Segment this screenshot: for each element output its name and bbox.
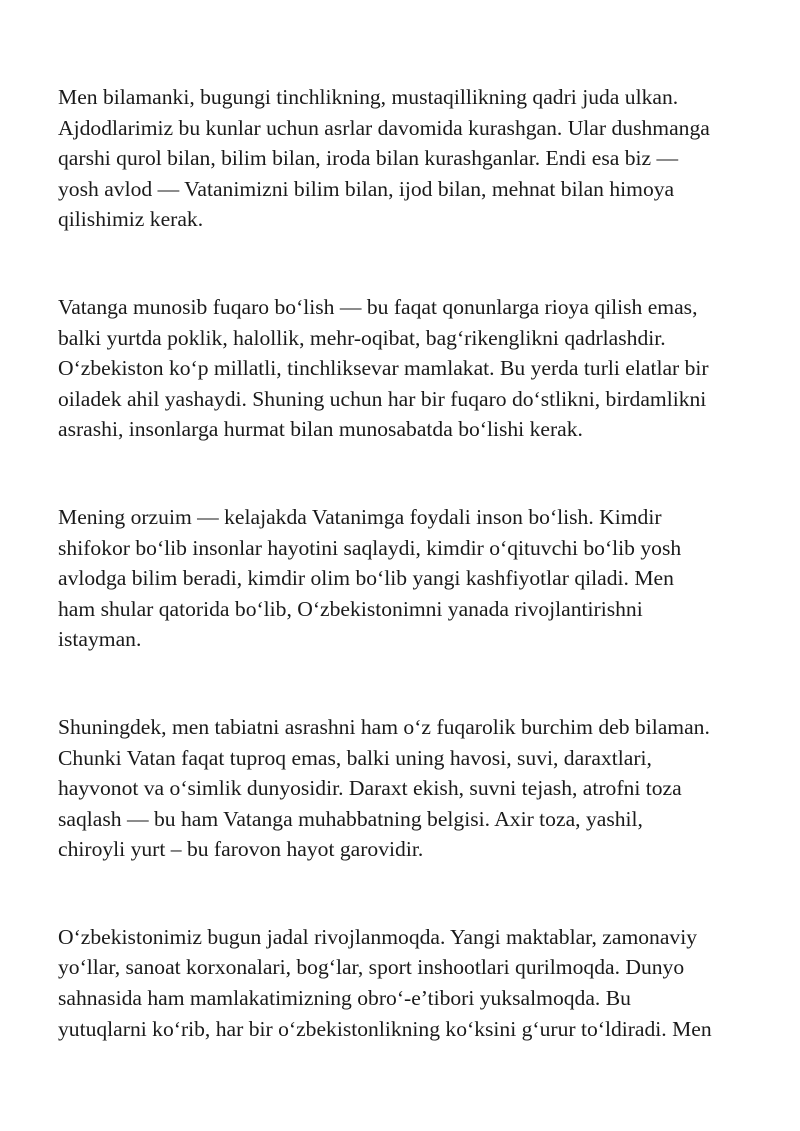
text-line: avlodga bilim beradi, kimdir olim bo‘lib yangi kashfiyotlar qiladi. Men [58,566,674,591]
text-line: qarshi qurol bilan, bilim bilan, iroda bilan kurashganlar. Endi esa biz — [58,146,679,171]
text-line: yo‘llar, sanoat korxonalari, bog‘lar, sport inshootlari qurilmoqda. Dunyo [58,955,685,980]
text-line: yosh avlod — Vatanimizni bilim bilan, ijod bilan, mehnat bilan himoya [58,176,675,201]
text-line: Men bilamanki, bugungi tinchlikning, mustaqillikning qadri juda ulkan. [58,85,679,109]
text-line: saqlash — bu ham Vatanga muhabbatning belgisi. Axir toza, yashil, [58,806,643,831]
paragraph-2 [58,292,800,445]
paragraph-4 [58,712,800,865]
paragraph-gap [58,655,800,712]
paragraph-gap [58,445,800,502]
text-line: hayvonot va o‘simlik dunyosidir. Daraxt ekish, suvni tejash, atrofni toza [58,776,682,801]
text-line: O‘zbekistonimiz bugun jadal rivojlanmoqda. Yangi maktablar, zamonaviy [58,924,698,949]
paragraph-1 [58,82,800,235]
paragraph-gap [58,235,800,292]
text-line: balki yurtda poklik, halollik, mehr-oqibat, bag‘rikenglikni qadrlashdir. [58,325,666,350]
text-line: shifokor bo‘lib insonlar hayotini saqlaydi, kimdir o‘qituvchi bo‘lib yosh [58,535,682,560]
text-line: sahnasida ham mamlakatimizning obro‘-e’tibori yuksalmoqda. Bu [58,986,631,1011]
text-line: Chunki Vatan faqat tuproq emas, balki uning havosi, suvi, daraxtlari, [58,745,652,770]
text-line: Shuningdek, men tabiatni asrashni ham o‘z fuqarolik burchim deb bilaman. [58,714,710,739]
text-line: O‘zbekiston ko‘p millatli, tinchliksevar mamlakat. Bu yerda turli elatlar bir [58,356,709,381]
paragraph-gap [58,865,800,922]
text-line: chiroyli yurt – bu farovon hayot garovidir. [58,837,424,862]
text-line: oiladek ahil yashaydi. Shuning uchun har bir fuqaro do‘stlikni, birdamlikni [58,386,707,411]
text-line: asrashi, insonlarga hurmat bilan munosabatda bo‘lishi kerak. [58,417,583,442]
paragraph-3 [58,502,800,655]
text-line: ham shular qatorida bo‘lib, O‘zbekistonimni yanada rivojlantirishni [58,596,643,621]
text-line: Mening orzuim — kelajakda Vatanimga foydali inson bo‘lish. Kimdir [58,504,662,529]
text-line: yutuqlarni ko‘rib, har bir o‘zbekistonlikning ko‘ksini g‘urur to‘ldiradi. Men [58,1016,712,1041]
paragraph-5 [58,922,800,1044]
text-line: qilishimiz kerak. [58,207,204,232]
text-line: Vatanga munosib fuqaro bo‘lish — bu faqat qonunlarga rioya qilish emas, [58,294,698,319]
text-line: istayman. [58,627,142,652]
text-line: Ajdodlarimiz bu kunlar uchun asrlar davomida kurashgan. Ular dushmanga [58,115,710,140]
